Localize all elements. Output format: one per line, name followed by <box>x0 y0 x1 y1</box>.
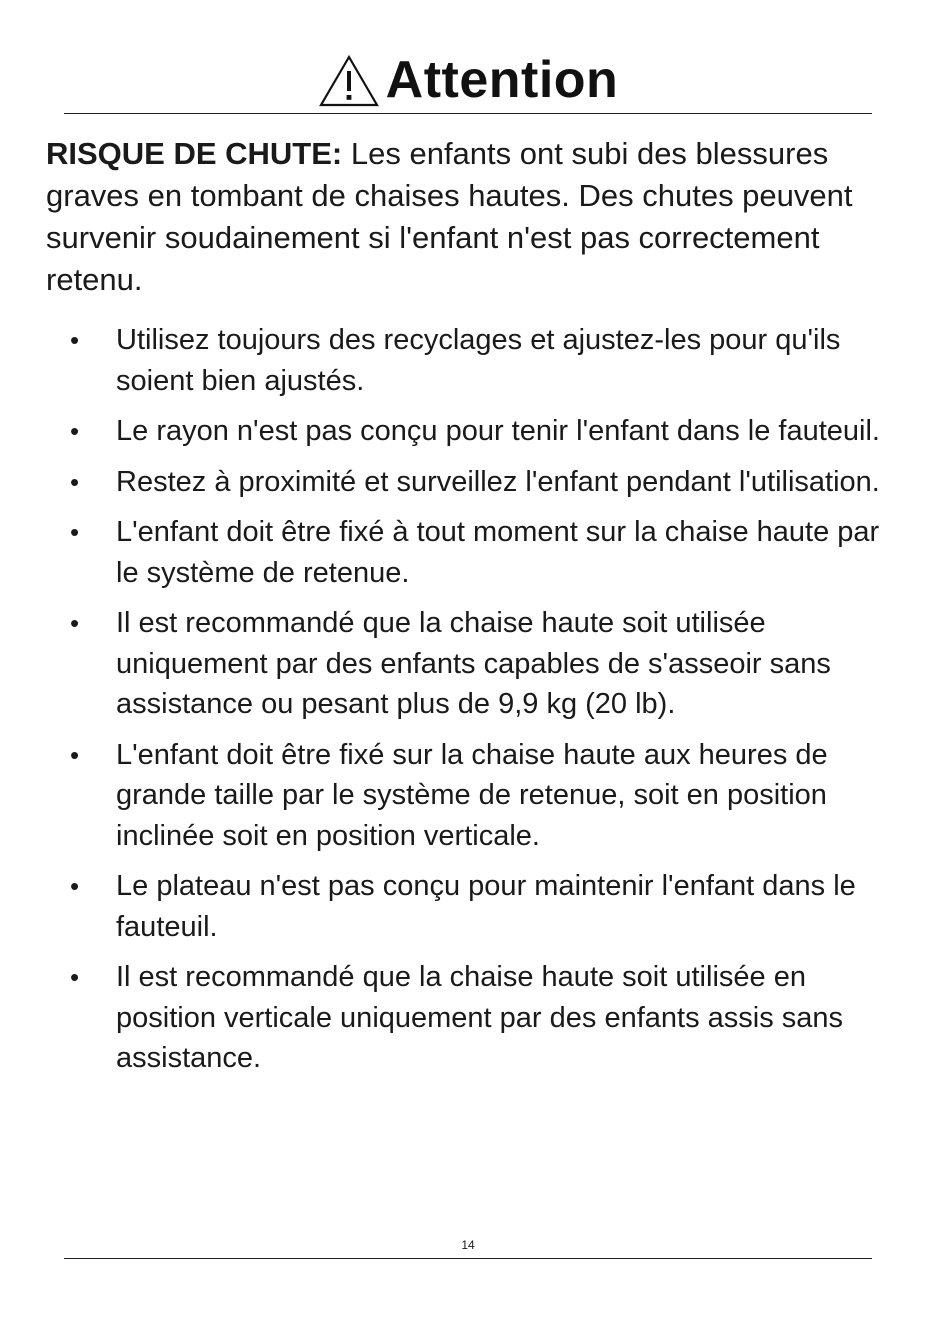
page-number: 14 <box>461 1238 475 1252</box>
intro-paragraph <box>46 133 906 301</box>
warning-list-item <box>66 603 906 725</box>
warning-list-item-text: Il est recommandé que la chaise haute soit utilisée en position verticale uniquement par des enfants assis sans assistance. <box>116 961 844 1074</box>
warning-list-item-text: Il est recommandé que la chaise haute soit utilisée uniquement par des enfants capables de s'asseoir sans assistance ou pesant plus de 9,9 kg (20 lb). <box>116 607 831 720</box>
footer-divider <box>64 1258 872 1259</box>
bullet-icon: • <box>70 325 80 355</box>
warning-list-item <box>66 512 906 593</box>
header-divider <box>64 113 872 114</box>
warning-list-item-text: Utilisez toujours des recyclages et ajustez-les pour qu'ils soient bien ajustés. <box>116 324 841 397</box>
page-header <box>0 48 936 112</box>
warning-list-item <box>66 957 906 1079</box>
page-title: Attention <box>385 51 619 109</box>
bullet-icon: • <box>70 871 80 901</box>
warning-list-item-text: L'enfant doit être fixé sur la chaise haute aux heures de grande taille par le système de retenue, soit en position inclinée soit en position verticale. <box>116 738 828 852</box>
bullet-icon: • <box>70 416 80 446</box>
warning-list-item-text: Restez à proximité et surveillez l'enfant pendant l'utilisation. <box>116 465 880 498</box>
warning-triangle-icon <box>318 54 380 108</box>
warning-list-item <box>66 462 906 503</box>
bullet-icon: • <box>70 608 80 638</box>
bullet-icon: • <box>70 739 80 770</box>
warning-list-item <box>66 411 906 452</box>
intro-label: RISQUE DE CHUTE: <box>46 136 343 171</box>
warning-list-item-text: L'enfant doit être fixé à tout moment sur la chaise haute par le système de retenue. <box>116 516 880 589</box>
bullet-icon: • <box>70 517 80 547</box>
bullet-icon: • <box>70 962 80 992</box>
warning-list-item <box>66 320 906 401</box>
warning-list <box>66 320 906 1089</box>
warning-list-item-text: Le plateau n'est pas conçu pour maintenir l'enfant dans le fauteuil. <box>116 870 856 943</box>
warning-list-item <box>66 735 906 857</box>
warning-list-item-text: Le rayon n'est pas conçu pour tenir l'enfant dans le fauteuil. <box>116 415 880 447</box>
warning-list-item <box>66 866 906 947</box>
bullet-icon: • <box>70 466 80 497</box>
intro-text: Les enfants ont subi des blessures graves en tombant de chaises hautes. Des chutes peuvent survenir soudainement si l'enfant n'est pas correctement retenu. <box>46 136 853 297</box>
